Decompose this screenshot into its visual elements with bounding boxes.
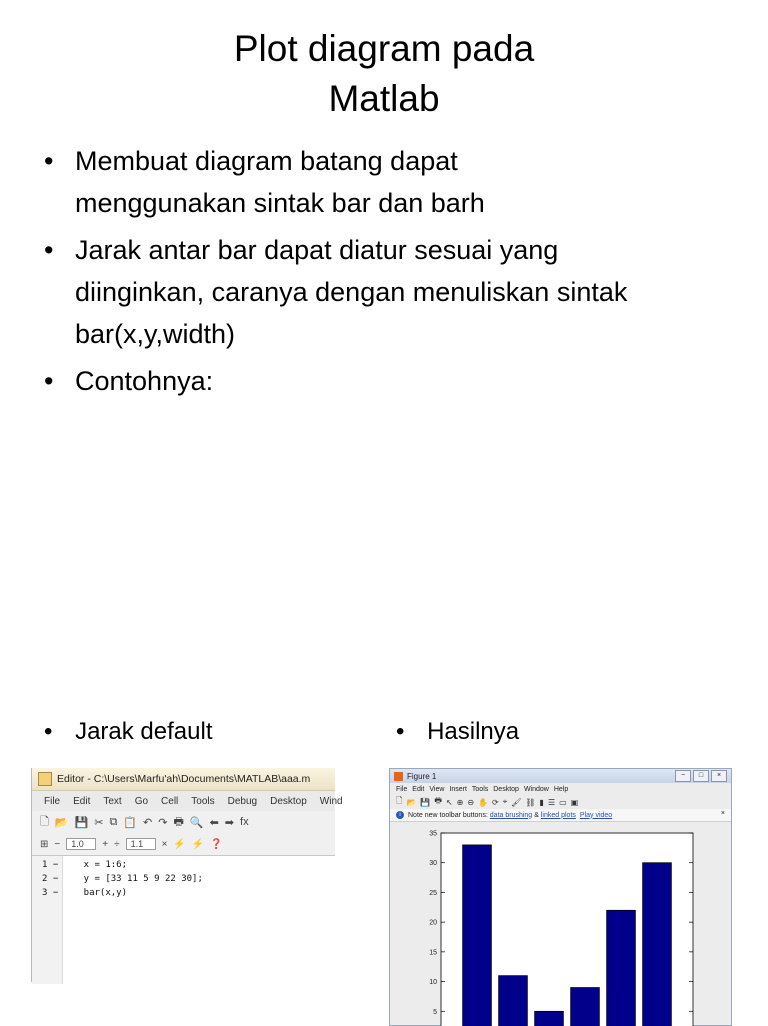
line-number: 3 − bbox=[42, 886, 62, 900]
close-note-icon[interactable]: × bbox=[721, 810, 725, 817]
editor-app-icon bbox=[38, 772, 52, 786]
fig-menu-window[interactable]: Window bbox=[524, 786, 549, 793]
cell-minus-button[interactable]: − bbox=[54, 839, 60, 850]
colorbar-icon[interactable]: ▮ bbox=[540, 798, 544, 807]
cut-icon[interactable]: ✂ bbox=[94, 816, 103, 829]
pan-icon[interactable]: ✋ bbox=[478, 798, 488, 807]
menu-window[interactable]: Wind bbox=[320, 796, 343, 807]
menu-go[interactable]: Go bbox=[135, 796, 148, 807]
bullet-dot: • bbox=[44, 718, 52, 745]
cell-zoom-b-field[interactable]: 1.1 bbox=[126, 838, 156, 850]
cell-eval-icon[interactable]: ⚡ bbox=[173, 839, 185, 850]
fig-menu-tools[interactable]: Tools bbox=[472, 786, 488, 793]
plot-area bbox=[429, 831, 693, 1026]
save-icon[interactable]: 💾 bbox=[420, 798, 430, 807]
play-video-link[interactable]: Play video bbox=[580, 812, 612, 819]
copy-icon[interactable]: ⧉ bbox=[109, 816, 117, 829]
bar bbox=[535, 1011, 564, 1026]
data-brushing-link[interactable]: data brushing bbox=[490, 812, 532, 819]
pointer-icon[interactable]: ↖ bbox=[446, 798, 453, 807]
bullet-dot: • bbox=[396, 718, 404, 745]
code-line bbox=[42, 886, 203, 900]
code-line bbox=[42, 872, 203, 886]
bar bbox=[643, 863, 672, 1026]
matlab-logo-icon bbox=[394, 772, 403, 781]
y-tick-label: 10 bbox=[429, 979, 437, 986]
bullet-dot: • bbox=[44, 360, 53, 402]
back-arrow-icon[interactable]: ⬅ bbox=[210, 816, 219, 829]
bar-chart bbox=[390, 821, 731, 1025]
caption-hasilnya bbox=[396, 714, 519, 750]
bullet-item bbox=[44, 229, 734, 355]
menu-tools[interactable]: Tools bbox=[191, 796, 214, 807]
note-amp: & bbox=[534, 812, 539, 819]
bar bbox=[499, 976, 528, 1026]
open-folder-icon[interactable]: 📂 bbox=[55, 816, 69, 829]
bullet-item bbox=[44, 360, 734, 402]
bar bbox=[607, 910, 636, 1026]
bullet-dot: • bbox=[44, 140, 53, 182]
figure-titlebar bbox=[390, 769, 731, 783]
minimize-button[interactable]: − bbox=[675, 770, 691, 782]
rotate-icon[interactable]: ⟳ bbox=[492, 798, 499, 807]
print-icon[interactable]: 🖶 bbox=[173, 813, 183, 832]
figure-title: Figure 1 bbox=[407, 772, 436, 781]
bullet-text: menggunakan sintak bar dan barh bbox=[75, 182, 734, 224]
line-number: 1 − bbox=[42, 858, 62, 872]
new-figure-icon[interactable]: 🗋 bbox=[396, 795, 402, 809]
hide-tools-icon[interactable]: ▭ bbox=[559, 798, 567, 807]
figure-toolbar bbox=[390, 795, 731, 809]
y-tick-label: 25 bbox=[429, 890, 437, 897]
caption-text: Jarak default bbox=[75, 718, 212, 745]
y-tick-label: 30 bbox=[429, 860, 437, 867]
forward-arrow-icon[interactable]: ➡ bbox=[225, 816, 234, 829]
editor-cell-toolbar bbox=[32, 833, 335, 856]
window-buttons bbox=[673, 770, 727, 782]
bar bbox=[571, 988, 600, 1026]
slide-title-line2: Matlab bbox=[0, 74, 768, 124]
close-button[interactable]: × bbox=[711, 770, 727, 782]
cell-insert-icon[interactable]: ⊞ bbox=[40, 839, 48, 850]
brush-icon[interactable]: 🖌 bbox=[511, 798, 521, 807]
function-icon[interactable]: fx bbox=[240, 816, 249, 828]
paste-icon[interactable]: 📋 bbox=[123, 816, 137, 829]
bullet-text: Jarak antar bar dapat diatur sesuai yang bbox=[75, 229, 734, 271]
bullet-text: bar(x,y,width) bbox=[75, 313, 734, 355]
note-prefix: Note new toolbar buttons: bbox=[408, 812, 488, 819]
menu-debug[interactable]: Debug bbox=[228, 796, 257, 807]
fig-menu-edit[interactable]: Edit bbox=[412, 786, 424, 793]
cell-times-button[interactable]: × bbox=[162, 839, 168, 850]
line-number: 2 − bbox=[42, 872, 62, 886]
caption-jarak-default bbox=[44, 714, 213, 750]
menu-cell[interactable]: Cell bbox=[161, 796, 178, 807]
fig-menu-help[interactable]: Help bbox=[554, 786, 568, 793]
redo-icon[interactable]: ↷ bbox=[158, 816, 167, 829]
bullet-item bbox=[44, 140, 734, 224]
info-icon: i bbox=[396, 811, 404, 819]
matlab-editor-window bbox=[31, 768, 335, 982]
code-area[interactable] bbox=[42, 858, 203, 900]
slide-title-line1: Plot diagram pada bbox=[0, 24, 768, 74]
help-icon[interactable]: ❓ bbox=[210, 839, 222, 850]
fig-menu-view[interactable]: View bbox=[429, 786, 444, 793]
y-tick-label: 20 bbox=[429, 920, 437, 927]
bullet-text: Contohnya: bbox=[75, 360, 734, 402]
editor-menubar bbox=[32, 791, 335, 811]
editor-toolbar bbox=[32, 811, 335, 833]
undo-icon[interactable]: ↶ bbox=[143, 816, 152, 829]
cell-plus-button[interactable]: + bbox=[102, 839, 108, 850]
maximize-button[interactable]: □ bbox=[693, 770, 709, 782]
code-text: x = 1:6; bbox=[62, 860, 127, 870]
linked-plots-link[interactable]: linked plots bbox=[541, 812, 576, 819]
bullet-list bbox=[44, 140, 734, 407]
matlab-figure-window bbox=[389, 768, 732, 1026]
figure-menubar bbox=[390, 783, 731, 795]
y-tick-label: 15 bbox=[429, 949, 437, 956]
zoom-in-icon[interactable]: ⊕ bbox=[457, 798, 464, 807]
bullet-text: Membuat diagram batang dapat bbox=[75, 140, 734, 182]
bullet-text: diinginkan, caranya dengan menuliskan sintak bbox=[75, 271, 734, 313]
show-tools-icon[interactable]: ▣ bbox=[571, 798, 579, 807]
editor-titlebar bbox=[32, 768, 335, 791]
cell-advance-icon[interactable]: ⚡ bbox=[192, 839, 204, 850]
cell-zoom-a-field[interactable]: 1.0 bbox=[66, 838, 96, 850]
caption-text: Hasilnya bbox=[427, 718, 519, 745]
y-tick-label: 5 bbox=[433, 1009, 437, 1016]
bullet-dot: • bbox=[44, 229, 53, 271]
print-icon[interactable]: 🖶 bbox=[434, 795, 442, 809]
find-icon[interactable]: 🔍 bbox=[190, 816, 204, 829]
data-cursor-icon[interactable]: ⌖ bbox=[503, 797, 508, 807]
menu-desktop[interactable]: Desktop bbox=[270, 796, 307, 807]
new-file-icon[interactable]: 🗋 bbox=[40, 813, 49, 832]
zoom-out-icon[interactable]: ⊖ bbox=[467, 798, 474, 807]
legend-icon[interactable]: ☰ bbox=[548, 798, 555, 807]
fig-menu-desktop[interactable]: Desktop bbox=[493, 786, 519, 793]
code-text: y = [33 11 5 9 22 30]; bbox=[62, 874, 203, 884]
y-tick-label: 35 bbox=[429, 831, 437, 838]
bar bbox=[463, 845, 492, 1026]
editor-title: Editor - C:\Users\Marfu'ah\Documents\MATLAB\aaa.m bbox=[57, 773, 310, 785]
menu-file[interactable]: File bbox=[44, 796, 60, 807]
link-icon[interactable]: ⛓ bbox=[525, 798, 535, 807]
code-line bbox=[42, 858, 203, 872]
cell-divide-button[interactable]: ÷ bbox=[114, 839, 120, 850]
open-icon[interactable]: 📂 bbox=[406, 798, 416, 807]
fig-menu-insert[interactable]: Insert bbox=[449, 786, 467, 793]
slide-title bbox=[0, 24, 768, 124]
menu-edit[interactable]: Edit bbox=[73, 796, 90, 807]
code-text: bar(x,y) bbox=[62, 888, 127, 898]
save-icon[interactable]: 💾 bbox=[75, 816, 89, 829]
menu-text[interactable]: Text bbox=[103, 796, 121, 807]
editor-body[interactable] bbox=[32, 856, 335, 984]
fig-menu-file[interactable]: File bbox=[396, 786, 407, 793]
